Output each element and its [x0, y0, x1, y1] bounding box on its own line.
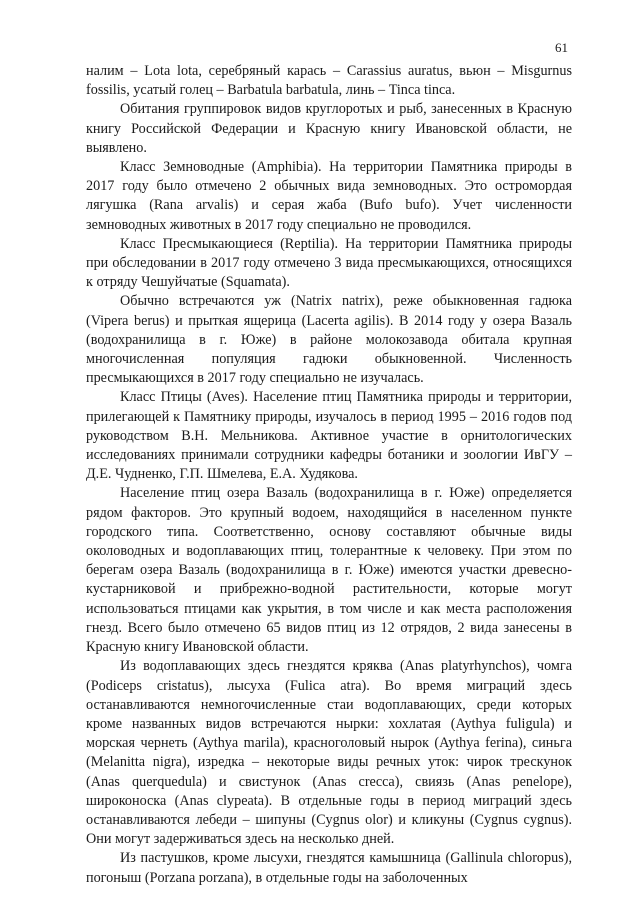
paragraph-reptilia: Класс Пресмыкающиеся (Reptilia). На территории Памятника природы при обследовании в 2017 году отмечено 3 вида пресмыкающихся, относящихся к отряду Чешуйчатые (Squamata).	[86, 235, 572, 291]
page-number: 61	[555, 40, 568, 55]
paragraph-rails: Из пастушков, кроме лысухи, гнездятся камышница (Gallinula chloropus), погоныш (Porzana porzana), в отдельные годы на заболоченных	[86, 850, 572, 886]
paragraph-reptile-species: Обычно встречаются уж (Natrix natrix), реже обыкновенная гадюка (Vipera berus) и прыткая ящерица (Lacerta agilis). В 2014 году у озера Вазаль (водохранилища в г. Юже) в районе молокозавода обитала крупная многочисленная популяция гадюки обыкновенной. Численность пресмыкающихся в 2017 году специально не изучалась.	[86, 293, 572, 387]
paragraph-aves: Класс Птицы (Aves). Население птиц Памятника природы и территории, прилегающей к Памятнику природы, изучалось в период 1995 – 2016 годов под руководством В.Н. Мельникова. Активное участие в орнитологических исследованиях принимали сотрудники кафедры ботаники и зоологии ИвГУ – Д.Е. Чудненко, Г.П. Шмелева, Е.А. Худякова.	[86, 389, 572, 483]
paragraph-fish-list: налим – Lota lota, серебряный карась – Carassius auratus, вьюн – Misgurnus fossilis, усатый голец – Barbatula barbatula, линь – Tinca tinca.	[86, 63, 572, 99]
body-text	[86, 62, 572, 888]
paragraph-waterfowl: Из водоплавающих здесь гнездятся кряква (Anas platyrhynchos), чомга (Podiceps cristatus), лысуха (Fulica atra). Во время миграций здесь останавливаются немногочисленные стаи водоплавающих, среди которых кроме названных видов встречаются нырки: хохлатая (Aythya fuligula) и морская чернеть (Aythya marila), красноголовый нырок (Aythya ferina), синьга (Melanitta nigra), изредка – некоторые виды речных уток: чирок трескунок (Anas querquedula) и свистунок (Anas crecca), свиязь (Anas penelope), широконоска (Anas clypeata). В отдельные годы в период миграций здесь останавливаются лебеди – шипуны (Cygnus olor) и кликуны (Cygnus cygnus). Они могут задерживаться здесь на несколько дней.	[86, 658, 572, 848]
paragraph-red-book-fish: Обитания группировок видов круглоротых и рыб, занесенных в Красную книгу Российской Федерации и Красную книгу Ивановской области, не выявлено.	[86, 101, 572, 156]
paragraph-bird-population: Население птиц озера Вазаль (водохранилища в г. Юже) определяется рядом факторов. Это крупный водоем, находящийся в населенном пункте городского типа. Соответственно, основу составляют обычные виды околоводных и водоплавающих птиц, толерантные к человеку. При этом по берегам озера Вазаль (водохранилища в г. Юже) имеются участки древесно-кустарниковой и прибрежно-водной растительности, которые могут использоваться птицами как укрытия, в том числе и как места расположения гнезд. Всего было отмечено 65 видов птиц из 12 отрядов, 2 вида занесены в Красную книгу Ивановской области.	[86, 485, 572, 656]
paragraph-amphibia: Класс Земноводные (Amphibia). На территории Памятника природы в 2017 году было отмечено 2 обычных вида земноводных. Это остромордая лягушка (Rana arvalis) и серая жаба (Bufo bufo). Учет численности земноводных животных в 2017 году специально не проводился.	[86, 159, 572, 233]
